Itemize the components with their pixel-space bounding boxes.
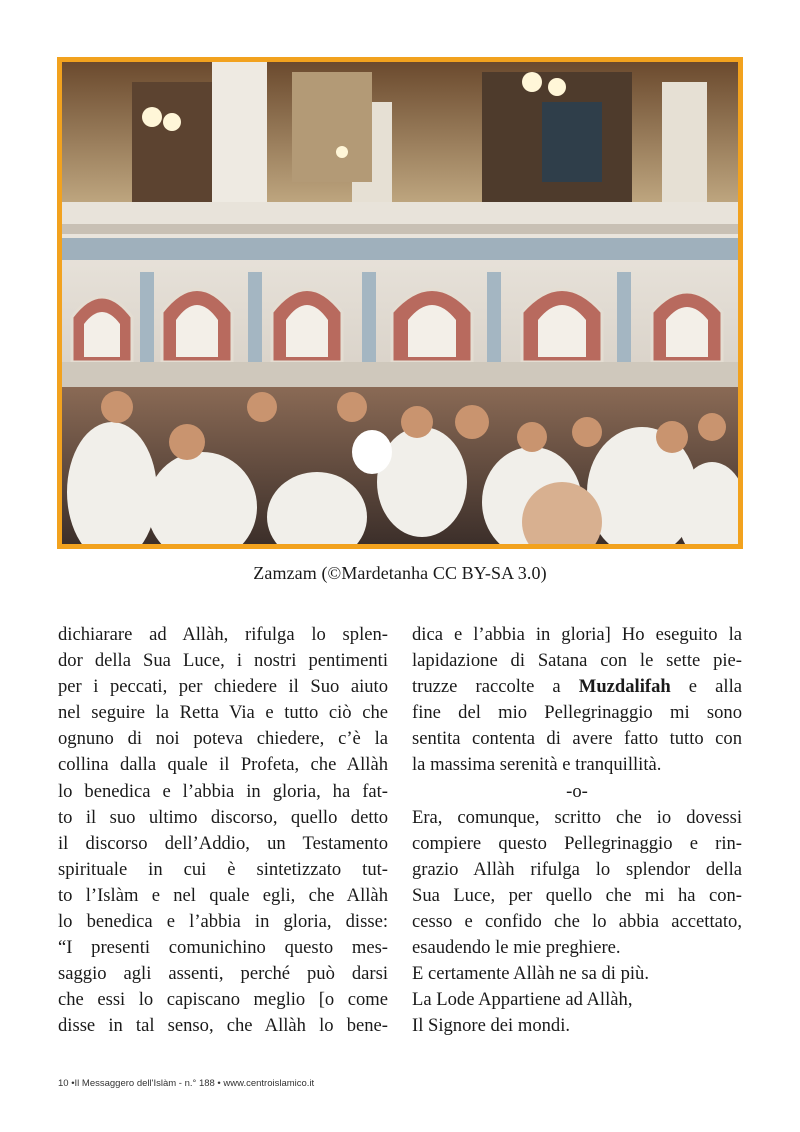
text-line: la massima serenità e tranquillità. bbox=[412, 754, 662, 776]
text-line: dichiarare ad Allàh, rifulga lo splen- bbox=[58, 624, 388, 645]
text-line: Sua Luce, per quello che mi ha con- bbox=[412, 884, 742, 906]
text-line-with-bold bbox=[412, 674, 742, 700]
text-line: saggio agli assenti, perché può darsi bbox=[58, 963, 388, 985]
page-footer: 10 •Il Messaggero dell'Islàm - n.° 188 • www.centroislamico.it bbox=[58, 1078, 315, 1089]
text-line: dor della Sua Luce, i nostri pentimenti bbox=[58, 650, 388, 672]
text-line: to l’Islàm e nel quale egli, che Allàh bbox=[58, 884, 388, 906]
text-line: ognuno di noi poteva chiedere, c’è la bbox=[58, 728, 388, 750]
text-line: Era, comunque, scritto che io dovessi bbox=[412, 806, 742, 828]
text-line: to il suo ultimo discorso, quello detto bbox=[58, 806, 388, 828]
text-line: spirituale in cui è sintetizzato tut- bbox=[58, 858, 388, 880]
left-text-column bbox=[58, 622, 388, 1040]
text-line: il discorso dell’Addio, un Testamento bbox=[58, 832, 388, 854]
place-name-bold: Muzdalifah bbox=[578, 676, 671, 698]
text-line: grazio Allàh rifulga lo splendor della bbox=[412, 858, 742, 880]
section-separator: -o- bbox=[566, 780, 588, 802]
text-line: lo benedica e l’abbia in gloria, ha fat- bbox=[58, 780, 388, 802]
text-line: Il Signore dei mondi. bbox=[412, 1015, 571, 1037]
text-line: esaudendo le mie preghiere. bbox=[412, 937, 621, 959]
text-fragment: e alla bbox=[670, 676, 742, 698]
text-line: lapidazione di Satana con le sette pie- bbox=[412, 650, 742, 672]
text-line: nel seguire la Retta Via e tutto ciò che bbox=[58, 702, 388, 724]
photo-illustration bbox=[62, 62, 738, 544]
text-line: lo benedica e l’abbia in gloria, disse: bbox=[58, 911, 388, 933]
text-fragment: truzze raccolte a bbox=[412, 676, 579, 698]
text-line: che essi lo capiscano meglio [o come bbox=[58, 989, 388, 1011]
text-line: La Lode Appartiene ad Allàh, bbox=[412, 989, 633, 1011]
text-line: cesso e confido che lo abbia accettato, bbox=[412, 911, 742, 933]
text-line: collina dalla quale il Profeta, che Allàh bbox=[58, 754, 388, 776]
photo-caption: Zamzam (©Mardetanha CC BY-SA 3.0) bbox=[253, 563, 547, 583]
text-line: per i peccati, per chiedere il Suo aiuto bbox=[58, 676, 388, 698]
text-line: dica e l’abbia in gloria] Ho eseguito la bbox=[412, 624, 742, 645]
right-text-column bbox=[412, 622, 742, 1040]
text-line: “I presenti comunichino questo mes- bbox=[58, 937, 388, 959]
text-line: compiere questo Pellegrinaggio e rin- bbox=[412, 832, 742, 854]
text-line: disse in tal senso, che Allàh lo bene- bbox=[58, 1015, 388, 1037]
zamzam-photo bbox=[57, 57, 743, 549]
text-line: fine del mio Pellegrinaggio mi sono bbox=[412, 702, 742, 724]
text-line: E certamente Allàh ne sa di più. bbox=[412, 963, 649, 985]
text-line: sentita contenta di avere fatto tutto con bbox=[412, 728, 742, 750]
